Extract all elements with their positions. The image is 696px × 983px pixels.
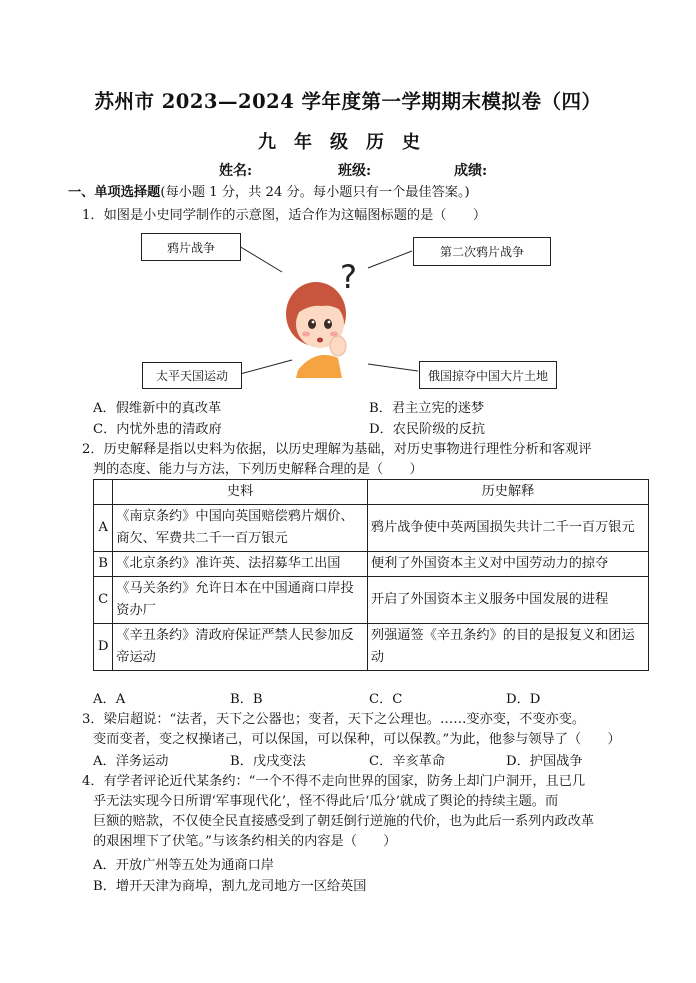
row-source: 《南京条约》中国向英国赔偿鸦片烟价、商欠、军费共二千一百万银元 (113, 505, 368, 552)
table-row (94, 577, 649, 624)
table-row (94, 505, 649, 552)
q3-stem-line2: 变而变者，变之权操诸己，可以保国，可以保种，可以保教。”为此，他参与领导了（ ） (93, 732, 621, 747)
diagram-box-russia-land: 俄国掠夺中国大片土地 (419, 361, 557, 389)
section-note: (每小题 1 分，共 24 分。每小题只有一个最佳答案。) (160, 185, 470, 200)
row-letter: A (94, 505, 113, 552)
row-letter: D (94, 624, 113, 671)
exam-subtitle: 九年级历史 (258, 132, 438, 153)
table-header-blank (94, 480, 113, 505)
row-explanation: 鸦片战争使中英两国损失共计二千一百万银元 (367, 505, 648, 552)
row-explanation: 列强逼签《辛丑条约》的目的是报复义和团运动 (367, 624, 648, 671)
q1-option-b[interactable]: B．君主立宪的迷梦 (369, 401, 485, 416)
q2-stem-line2: 判的态度、能力与方法，下列历史解释合理的是（ ） (93, 462, 423, 477)
table-header-source: 史料 (113, 480, 368, 505)
q3-stem-line1: 3．梁启超说：“法者，天下之公器也；变者，天下之公理也。……变亦变，不变亦变。 (82, 712, 586, 727)
q2-option-d[interactable]: D．D (506, 692, 541, 707)
q4-stem-line4: 的艰困埋下了伏笔。”与该条约相关的内容是（ ） (93, 834, 397, 849)
q4-stem-line2: 乎无法实现今日所谓‘军事现代化’，怪不得此后‘瓜分’就成了舆论的持续主题。而 (93, 794, 559, 809)
row-explanation: 开启了外国资本主义服务中国发展的进程 (367, 577, 648, 624)
q1-option-d[interactable]: D．农民阶级的反抗 (369, 422, 486, 437)
q4-option-a[interactable]: A．开放广州等五处为通商口岸 (93, 858, 274, 873)
question-mark-icon: ? (340, 258, 357, 296)
q3-option-b[interactable]: B．戊戌变法 (230, 754, 306, 769)
q1-option-c[interactable]: C．内忧外患的清政府 (93, 422, 222, 437)
q3-option-d[interactable]: D．护国战争 (506, 754, 583, 769)
q1-stem: 1．如图是小史同学制作的示意图，适合作为这幅图标题的是（ ） (82, 208, 487, 223)
q2-option-b[interactable]: B．B (230, 692, 263, 707)
q3-option-a[interactable]: A．洋务运动 (93, 754, 169, 769)
row-source: 《北京条约》准许英、法招募华工出国 (113, 552, 368, 577)
diagram-box-taiping: 太平天国运动 (142, 362, 242, 389)
table-row (94, 624, 649, 671)
q4-option-b[interactable]: B．增开天津为商埠，割九龙司地方一区给英国 (93, 879, 367, 894)
row-letter: C (94, 577, 113, 624)
name-label: 姓名: (219, 163, 253, 179)
table-header-explanation: 历史解释 (367, 480, 648, 505)
q2-stem-line1: 2．历史解释是指以史料为依据，以历史理解为基础，对历史事物进行理性分析和客观评 (82, 442, 592, 457)
q3-option-c[interactable]: C．辛亥革命 (369, 754, 446, 769)
q4-stem-line3: 巨额的赔款，不仅使全民直接感受到了朝廷倒行逆施的代价，也为此后一系列内政改革 (93, 814, 595, 829)
q2-table (93, 479, 649, 671)
score-label: 成绩: (454, 163, 488, 179)
row-source: 《马关条约》允许日本在中国通商口岸投资办厂 (113, 577, 368, 624)
q2-option-c[interactable]: C．C (369, 692, 403, 707)
section-title: 一、单项选择题 (68, 185, 161, 200)
exam-title: 苏州市 2023—2024 学年度第一学期期末模拟卷（四） (94, 90, 602, 113)
q2-option-a[interactable]: A．A (93, 692, 126, 707)
row-source: 《辛丑条约》清政府保证严禁人民参加反帝运动 (113, 624, 368, 671)
row-explanation: 便利了外国资本主义对中国劳动力的掠夺 (367, 552, 648, 577)
table-row (94, 552, 649, 577)
diagram-box-opium-war: 鸦片战争 (141, 233, 241, 261)
thinking-girl-illustration (276, 252, 376, 382)
q4-stem-line1: 4．有学者评论近代某条约：“一个不得不走向世界的国家，防务上却门户洞开，且已几 (82, 774, 586, 789)
row-letter: B (94, 552, 113, 577)
q1-option-a[interactable]: A．假维新中的真改革 (93, 401, 222, 416)
table-header-row (94, 480, 649, 505)
class-label: 班级: (338, 163, 372, 179)
diagram-box-second-opium-war: 第二次鸦片战争 (413, 237, 551, 266)
